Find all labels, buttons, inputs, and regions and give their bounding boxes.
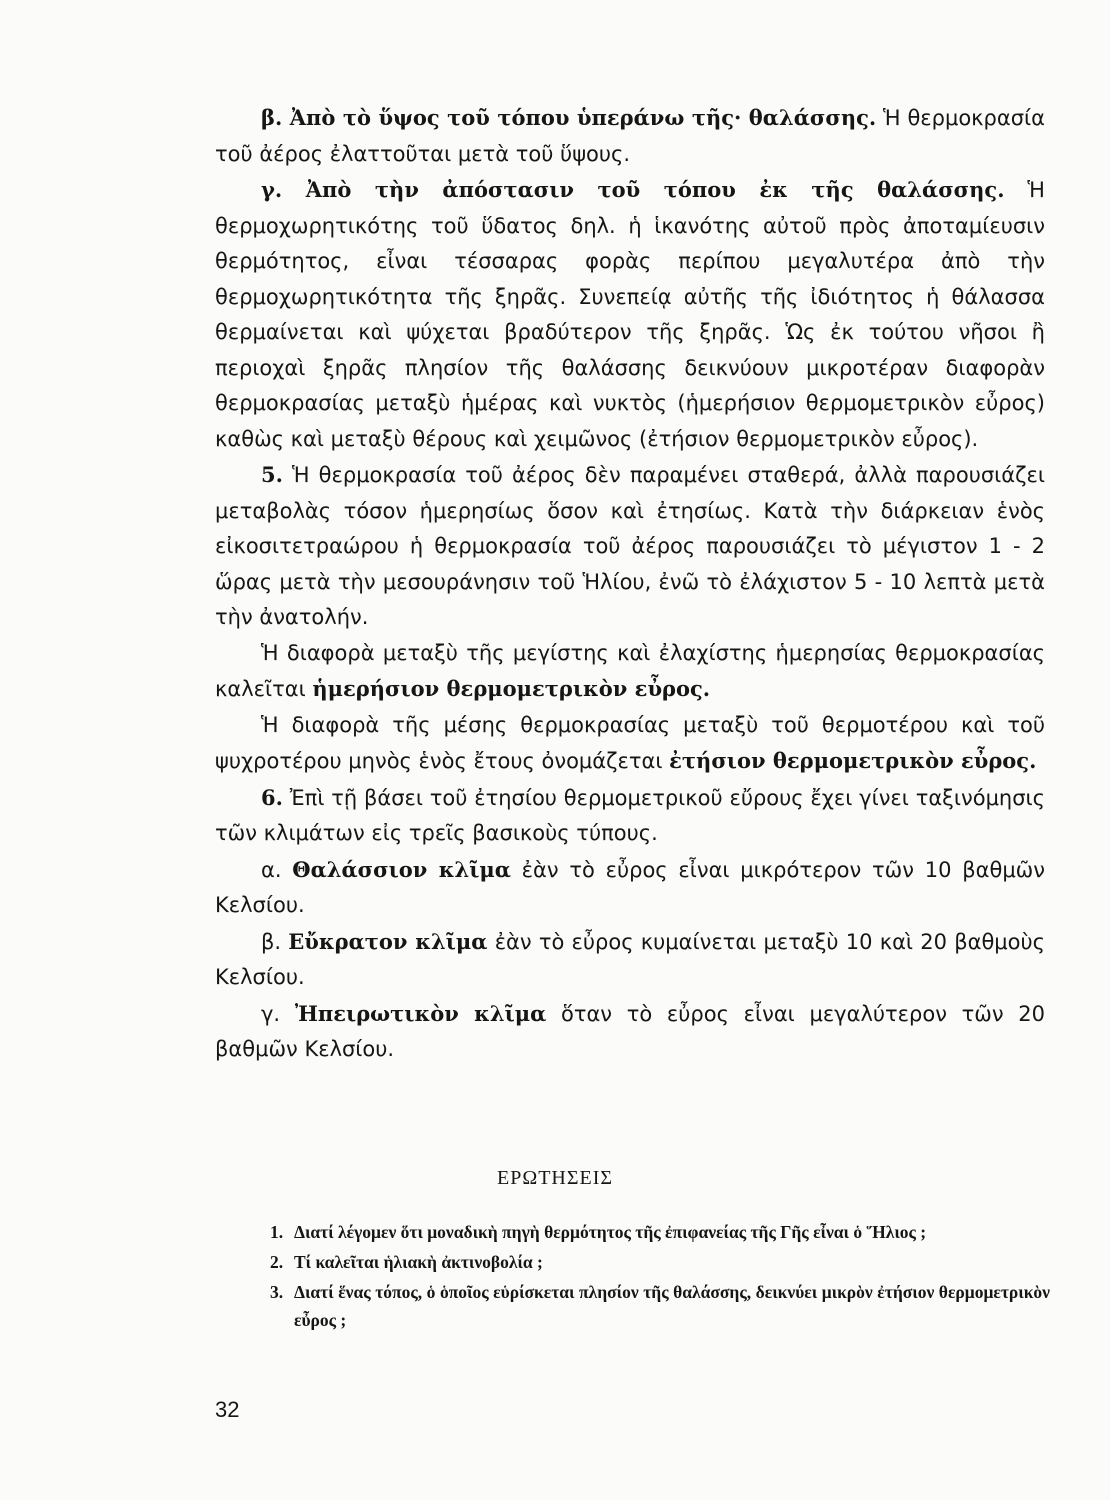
paragraph-g [215, 172, 1045, 457]
paragraph-daily-range [215, 636, 1045, 708]
paragraph-g-label: γ. Ἀπὸ τὴν ἀπόστασιν τοῦ τόπου ἐκ τῆς θαλάσσης. [261, 177, 1005, 202]
climate-marine-prefix: α. [261, 857, 293, 882]
annual-range-term: ἐτήσιον θερμομετρικὸν εὖρος. [669, 748, 1037, 773]
climate-temperate-text: ἐὰν τὸ εὖρος κυμαίνεται μεταξὺ 10 καὶ 20 βαθμοὺς Κελσίου. [215, 929, 1045, 989]
paragraph-b-label: β. Ἀπὸ τὸ ὕψος τοῦ τόπου ὑπεράνω τῆς· θαλάσσης. [261, 105, 877, 130]
climate-marine-text: ἐὰν τὸ εὖρος εἶναι μικρότερον τῶν 10 βαθμῶν Κελσίου. [215, 857, 1045, 917]
daily-range-text: Ἡ διαφορὰ μεταξὺ τῆς μεγίστης καὶ ἐλαχίστης ἡμερησίας θερμοκρασίας καλεῖται [215, 640, 1045, 701]
question-item [270, 1248, 1050, 1276]
daily-range-term: ἡμερήσιον θερμομετρικὸν εὖρος. [312, 676, 711, 701]
paragraph-b [215, 100, 1045, 172]
question-number: 1. [270, 1222, 284, 1242]
main-text [215, 100, 1045, 1068]
climate-continental [215, 996, 1045, 1068]
paragraph-6-number: 6. [261, 784, 283, 810]
question-text: Τί καλεῖται ἡλιακὴ ἀκτινοβολία ; [294, 1252, 543, 1272]
question-item [270, 1218, 1050, 1246]
question-number: 3. [270, 1282, 284, 1302]
question-number: 2. [270, 1252, 284, 1272]
climate-continental-text: ὅταν τὸ εὖρος εἶναι μεγαλύτερον τῶν 20 βαθμῶν Κελσίου. [215, 1001, 1045, 1061]
climate-marine-term: Θαλάσσιον κλῖμα [292, 856, 511, 882]
climate-temperate-term: Εὔκρατον κλῖμα [288, 928, 488, 954]
page-number: 32 [215, 1397, 240, 1422]
climate-marine [215, 852, 1045, 924]
climate-continental-prefix: γ. [261, 1001, 295, 1026]
paragraph-5 [215, 457, 1045, 636]
paragraph-6 [215, 780, 1045, 852]
climate-continental-term: Ἠπειρωτικὸν κλῖμα [294, 1000, 547, 1026]
paragraph-6-text: Ἐπὶ τῇ βάσει τοῦ ἐτησίου θερμομετρικοῦ εὔρους ἔχει γίνει ταξινόμησις τῶν κλιμάτων εἰς τρεῖς βασικοὺς τύπους. [215, 785, 1045, 845]
paragraph-g-text: Ἡ θερμοχωρητικότης τοῦ ὕδατος δηλ. ἡ ἱκανότης αὐτοῦ πρὸς ἀποταμίευσιν θερμότητος, εἶναι τέσσαρας φορὰς περίπου μεγαλυτέρα ἀπὸ τὴν θερμοχωρητικότητα τῆς ξηρᾶς. Συνεπείᾳ αὐτῆς τῆς ἰδιότητος ἡ θάλασσα θερμαίνεται καὶ ψύχεται βραδύτερον τῆς ξηρᾶς. Ὡς ἐκ τούτου νῆσοι ἢ περιοχαὶ ξηρᾶς πλησίον τῆς θαλάσσης δεικνύουν μικροτέραν διαφορὰν θερμοκρασίας μεταξὺ ἡμέρας καὶ νυκτὸς (ἡμερήσιον θερμομετρικὸν εὖρος) καθὼς καὶ μεταξὺ θέρους καὶ χειμῶνος (ἐτήσιον θερμομετρικὸν εὖρος). [215, 178, 1045, 451]
paragraph-5-number: 5. [261, 462, 283, 487]
paragraph-5-text: Ἡ θερμοκρασία τοῦ ἀέρος δὲν παραμένει σταθερά, ἀλλὰ παρουσιάζει μεταβολὰς τόσον ἡμερησίως ὅσον καὶ ἐτησίως. Κατὰ τὴν διάρκειαν ἑνὸς εἰκοσιτετραώρου ἡ θερμοκρασία τοῦ ἀέρος παρουσιάζει τὸ μέγιστον 1 - 2 ὥρας μετὰ τὴν μεσουράνησιν τοῦ Ἡλίου, ἐνῶ τὸ ἐλάχιστον 5 - 10 λεπτὰ μετὰ τὴν ἀνατολήν. [215, 463, 1045, 629]
question-text: Διατί λέγομεν ὅτι μοναδικὴ πηγὴ θερμότητος τῆς ἐπιφανείας τῆς Γῆς εἶναι ὁ Ἥλιος ; [294, 1222, 927, 1242]
question-text: Διατί ἕνας τόπος, ὁ ὁποῖος εὑρίσκεται πλησίον τῆς θαλάσσης, δεικνύει μικρὸν ἐτήσιον θερμομετρικὸν εὖρος ; [294, 1282, 1050, 1330]
paragraph-annual-range [215, 708, 1045, 780]
climate-temperate [215, 924, 1045, 996]
questions-list [270, 1218, 1050, 1336]
questions-heading: ΕΡΩΤΗΣΕΙΣ [496, 1167, 614, 1189]
climate-temperate-prefix: β. [261, 929, 289, 954]
annual-range-text: Ἡ διαφορὰ τῆς μέσης θερμοκρασίας μεταξὺ τοῦ θερμοτέρου καὶ τοῦ ψυχροτέρου μηνὸς ἑνὸς ἔτους ὀνομάζεται [215, 712, 1045, 773]
question-item [270, 1278, 1050, 1334]
paragraph-b-text: Ἡ θερμοκρασία τοῦ ἀέρος ἐλαττοῦται μετὰ τοῦ ὕψους. [215, 106, 1045, 166]
